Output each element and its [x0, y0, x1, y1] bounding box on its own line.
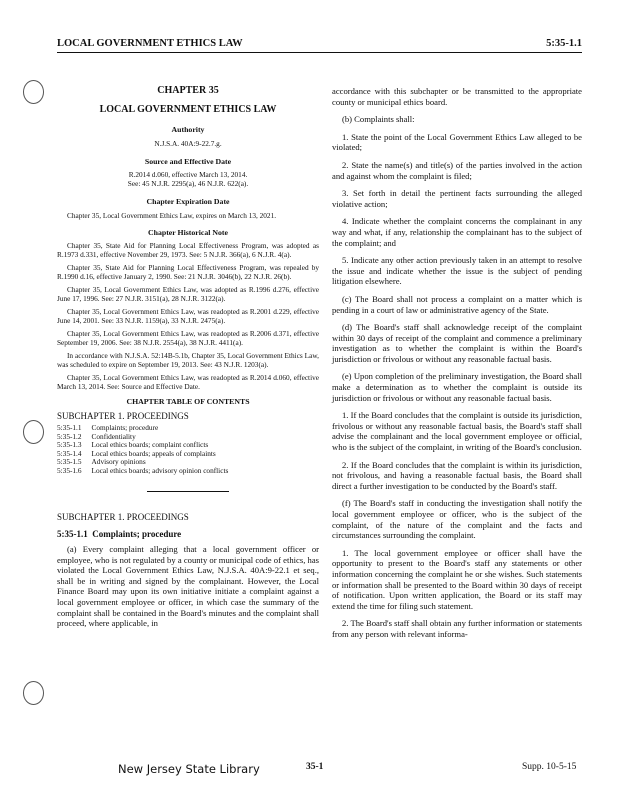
section-number: 5:35-1.1	[546, 38, 582, 49]
toc-number: 5:35-1.1	[57, 423, 82, 432]
historical-note: Chapter 35, State Aid for Planning Local Effectiveness Program, was adopted as R.1973 d.331, effective November 29, 1973. See: 5 N.J.R. 366(a), 6 N.J.R. 4(a).	[57, 241, 319, 259]
historical-note: Chapter 35, Local Government Ethics Law, was readopted as R.2001 d.229, effective June 14, 2001. See: 33 N.J.R. 1159(a), 33 N.J.R. 2475(a).	[57, 307, 319, 325]
punch-hole-icon	[23, 681, 44, 705]
historical-note: Chapter 35, Local Government Ethics Law, was adopted as R.1996 d.276, effective June 17, 1996. See: 27 N.J.R. 3151(a), 28 N.J.R. 3122(a).	[57, 285, 319, 303]
supplement-date: Supp. 10-5-15	[522, 762, 577, 772]
paragraph-e: (e) Upon completion of the preliminary investigation, the Board shall make a determination as to whether the complaint is outside its jurisdiction or frivolous or without any reasonable factual basis.	[332, 371, 582, 403]
toc-number: 5:35-1.2	[57, 431, 82, 441]
historical-note: In accordance with N.J.S.A. 52:14B-5.1b, Chapter 35, Local Government Ethics Law, was scheduled to expire on September 19, 2013. See: 43 N.J.R. 1203(a).	[57, 351, 319, 369]
section-num: 5:35-1.1	[57, 528, 88, 539]
historical-note-heading: Chapter Historical Note	[148, 227, 228, 237]
expiration-text: Chapter 35, Local Government Ethics Law, expires on March 13, 2021.	[67, 210, 277, 220]
authority-heading: Authority	[171, 125, 205, 134]
right-column	[332, 86, 582, 647]
section-title: Complaints; procedure	[92, 528, 182, 539]
list-item: 5. Indicate any other action previously taken in an attempt to resolve the issue and indicate whether the issue is the subject of pending litigation elsewhere.	[332, 255, 582, 287]
toc-title: Local ethics boards; appeals of complaints	[91, 448, 216, 458]
punch-hole-icon	[23, 420, 44, 444]
list-item: 2. If the Board concludes that the complaint is within its jurisdiction, not frivolous, and having a reasonable factual basis, the Board shall direct a further investigation to be conducted by the Board's staff.	[332, 459, 582, 491]
section-heading	[57, 529, 319, 540]
source-heading: Source and Effective Date	[144, 156, 232, 166]
toc-title: Confidentiality	[91, 431, 136, 441]
source-text: R.2014 d.060, effective March 13, 2014.	[128, 170, 248, 179]
toc-row	[57, 467, 238, 476]
list-item: 3. Set forth in detail the pertinent facts surrounding the alleged violative action;	[332, 188, 582, 209]
toc-title: Complaints; procedure	[91, 423, 159, 432]
library-stamp: New Jersey State Library	[118, 762, 260, 776]
expiration-heading: Chapter Expiration Date	[146, 197, 230, 206]
paragraph-a: (a) Every complaint alleging that a local government officer or employee, who is not regulated by a county or municipal code of ethics, has violated the Local Government Ethics Law, N.J.S.A. 40A:9-22.1 et seq., shall be in writing and signed by the complainant. However, the Local Finance Board may upon its own initiative initiate a complaint against a local government employee or officer, in which case the summary of the complaint shall be contained in the Board's minutes and the complaint shall proceed, where applicable, in	[57, 544, 319, 629]
historical-note: Chapter 35, State Aid for Planning Local Effectiveness Program, was repealed by R.1990 d.16, effective January 2, 1990. See: 21 N.J.R. 3046(b), 22 N.J.R. 26(b).	[57, 263, 319, 281]
list-item: 1. State the point of the Local Government Ethics Law alleged to be violated;	[332, 131, 582, 153]
divider	[147, 491, 229, 492]
paragraph-continued: accordance with this subchapter or be transmitted to the appropriate county or municipal ethics board.	[332, 86, 582, 107]
list-item: 2. State the name(s) and title(s) of the parties involved in the action and against whom the complaint is filed;	[332, 159, 582, 181]
header-rule	[57, 52, 582, 53]
toc-title: Advisory opinions	[91, 457, 146, 466]
toc-heading: CHAPTER TABLE OF CONTENTS	[126, 397, 250, 406]
subchapter-heading: SUBCHAPTER 1. PROCEEDINGS	[57, 512, 189, 522]
list-item: 4. Indicate whether the complaint concerns the complainant in any way and what, if any, relationship the complainant has to the subject of the complaint; and	[332, 216, 582, 248]
left-column	[57, 86, 319, 636]
toc-row	[57, 450, 238, 459]
historical-note: Chapter 35, Local Government Ethics Law, was readopted as R.2014 d.060, effective March 13, 2014. See: Source and Effective Date.	[57, 373, 319, 391]
toc-number: 5:35-1.3	[57, 440, 82, 449]
list-item: 1. The local government employee or officer shall have the opportunity to present to the Board's staff any statements or other information concerning the complaint he or she wishes. Such statements or information shall be presented to the Board within 30 days of receipt of notification. Upon written application, the Board or its staff may extend the time for filing such statement.	[332, 547, 582, 611]
page-number: 35-1	[306, 762, 324, 772]
paragraph-c: (c) The Board shall not process a complaint on a matter which is pending in a court of law or administrative agency of the State.	[332, 293, 582, 315]
historical-note: Chapter 35, Local Government Ethics Law, was readopted as R.2006 d.371, effective September 19, 2006. See: 38 N.J.R. 2554(a), 38 N.J.R. 4411(a).	[57, 329, 319, 347]
toc-number: 5:35-1.4	[57, 448, 82, 458]
chapter-number: CHAPTER 35	[157, 85, 219, 96]
paragraph-d: (d) The Board's staff shall acknowledge receipt of the complaint within 30 days of receipt of the complaint and commence a preliminary investigation as to whether the complaint is within the Board's jurisdiction or frivolous or without any reasonable factual basis.	[332, 322, 582, 364]
toc-title: Local ethics boards; complaint conflicts	[91, 440, 209, 449]
toc-row	[57, 424, 238, 433]
source-text: See: 45 N.J.R. 2295(a), 46 N.J.R. 622(a).	[127, 179, 249, 188]
toc-number: 5:35-1.5	[57, 457, 82, 466]
punch-hole-icon	[23, 80, 44, 104]
table-of-contents	[57, 424, 238, 475]
toc-subchapter: SUBCHAPTER 1. PROCEEDINGS	[57, 410, 189, 421]
running-title: LOCAL GOVERNMENT ETHICS LAW	[57, 38, 243, 49]
list-item: 1. If the Board concludes that the complaint is outside its jurisdiction, frivolous or without any reasonable factual basis, the Board's staff shall advise the complainant and the local government employee or official, who is the subject of the complaint, in writing of the Board's conclusion.	[332, 410, 582, 453]
toc-title: Local ethics boards; advisory opinion conflicts	[91, 465, 229, 475]
toc-number: 5:35-1.6	[57, 465, 82, 475]
list-item: 2. The Board's staff shall obtain any further information or statements from any person with relevant informa-	[332, 618, 582, 639]
chapter-title: LOCAL GOVERNMENT ETHICS LAW	[99, 103, 277, 115]
authority-text: N.J.S.A. 40A:9-22.7.g.	[154, 138, 222, 148]
paragraph-b: (b) Complaints shall:	[342, 114, 415, 125]
paragraph-f: (f) The Board's staff in conducting the investigation shall notify the local government employee or officer, who is the subject of the complaint, of the nature of the complaint and the facts and circumstances surrounding the complaint.	[332, 498, 582, 541]
